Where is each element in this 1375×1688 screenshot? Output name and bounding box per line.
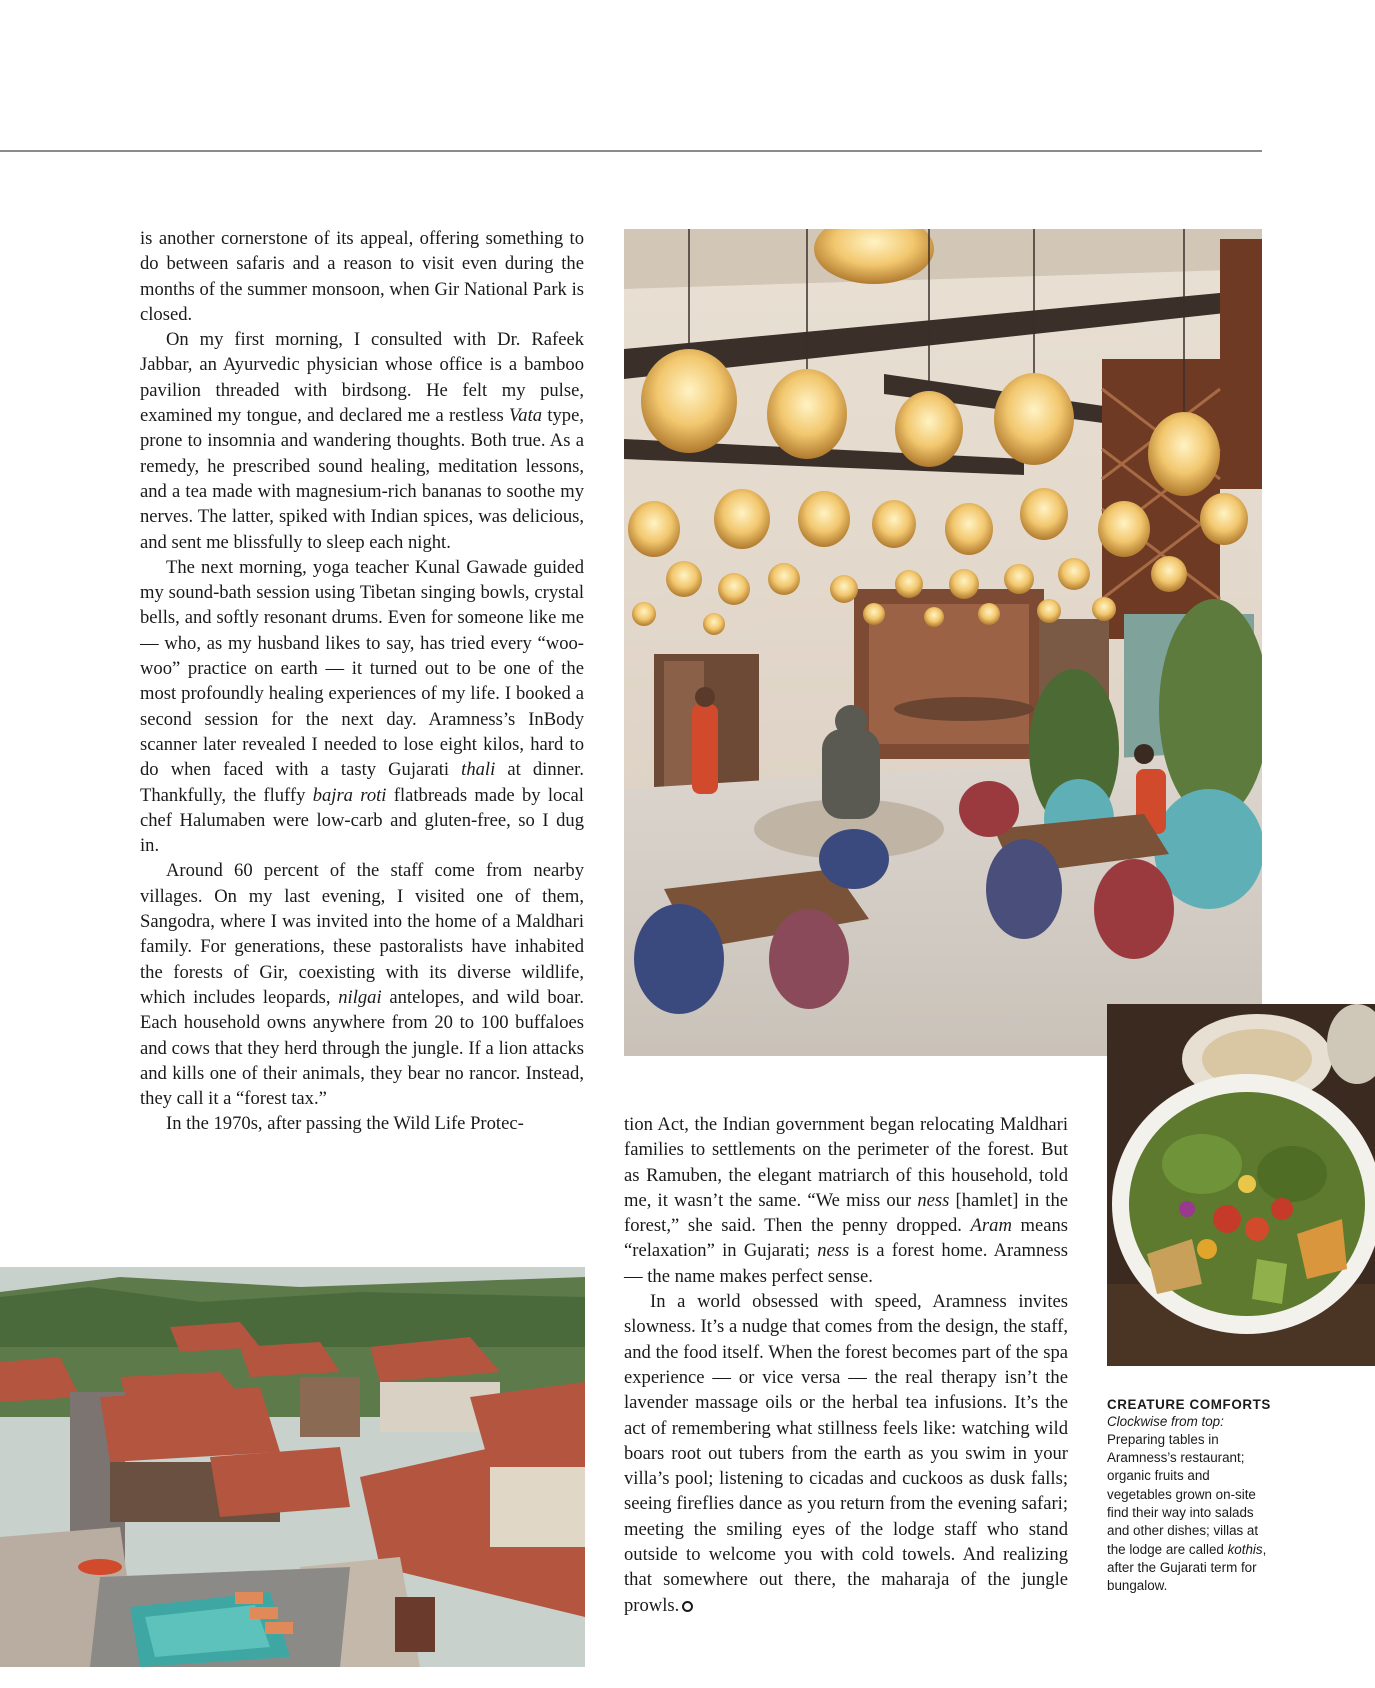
paragraph: tion Act, the Indian government began relocating Maldhari families to settlements on the perimeter of the forest. But as Ramuben, the elegant matriarch of this household, told me, it wasn’t the same. “We miss our ness [hamlet] in the forest,” she said. Then the penny dropped. Aram means “relaxation” in Gujarati; ness is a forest home. Aramness — the name makes perfect sense. (624, 1114, 1069, 1287)
paragraph: Around 60 percent of the staff come from nearby villages. On my last evening, I visited one of them, Sangodra, where I was invited into the home of a Maldhari family. For generations, these pastoralists have inhabited the forests of Gir, coexisting with its diverse wildlife, which includes leopards, nilgai antelopes, and wild boar. Each household owns anywhere from 20 to 100 buffaloes and cows that they herd through the jungle. If a lion attacks and kills one of their animals, they bear no rancor. Instead, they call it a “forest tax.” (140, 860, 584, 1110)
header-rule (0, 150, 1262, 152)
restaurant-photo (624, 229, 1262, 1056)
paragraph: is another cornerstone of its appeal, offering something to do between safaris and a reason to visit even during the months of the summer monsoon, when Gir National Park is closed. (140, 228, 584, 325)
caption-body: Clockwise from top: Preparing tables in Aramness’s restaurant; organic fruits and vegetables grown on-site find their way into salads and other dishes; villas at the lodge are called kothis, after the Gujarati term for bungalow. (1107, 1413, 1267, 1594)
paragraph: In the 1970s, after passing the Wild Life Protec- (166, 1113, 524, 1135)
paragraph: The next morning, yoga teacher Kunal Gawade guided my sound-bath session using Tibetan singing bowls, crystal bells, and softly resonant drums. Even for someone like me — who, as my husband likes to say, has tried every “woo-woo” practice on earth — it turned out to be one of the most profoundly healing experiences of my life. I booked a second session for the next day. Aramness’s InBody scanner later revealed I needed to lose eight kilos, hard to do when faced with a tasty Gujarati thali at dinner. Thankfully, the fluffy bajra roti flatbreads made by local chef Halumaben were low-carb and gluten-free, so I dug in. (140, 556, 584, 857)
paragraph: On my first morning, I consulted with Dr. Rafeek Jabbar, an Ayurvedic physician whose office is a bamboo pavilion threaded with birdsong. He felt my pulse, examined my tongue, and declared me a restless Vata type, prone to insomnia and wandering thoughts. Both true. As a remedy, he prescribed sound healing, meditation lessons, and a tea made with magnesium-rich bananas to soothe my nerves. The latter, spiked with Indian spices, was delicious, and sent me blissfully to sleep each night. (140, 329, 584, 553)
photo-caption (1107, 1398, 1272, 1595)
villas-photo (0, 1267, 585, 1667)
caption-title: CREATURE COMFORTS (1107, 1397, 1271, 1412)
paragraph: In a world obsessed with speed, Aramness invites slowness. It’s a nudge that comes from the design, the staff, and the food itself. When the forest becomes part of the spa experience — or vice versa — the real therapy isn’t the lavender massage oils or the herbal tea infusions. It’s the act of remembering what stillness feels like: watching wild boars root out tubers from the earth as you swim in your villa’s pool; listening to cicadas and cuckoos as dusk falls; seeing fireflies dance as you return from the evening safari; meeting the smiling eyes of the lodge staff who stand outside to welcome you with cold towels. And realizing that somewhere out there, the maharaja of the jungle prowls. (624, 1291, 1068, 1616)
salad-photo (1107, 1004, 1375, 1366)
end-mark-icon (682, 1601, 693, 1612)
article-column-middle (624, 1112, 1068, 1618)
article-column-left (140, 226, 584, 1137)
